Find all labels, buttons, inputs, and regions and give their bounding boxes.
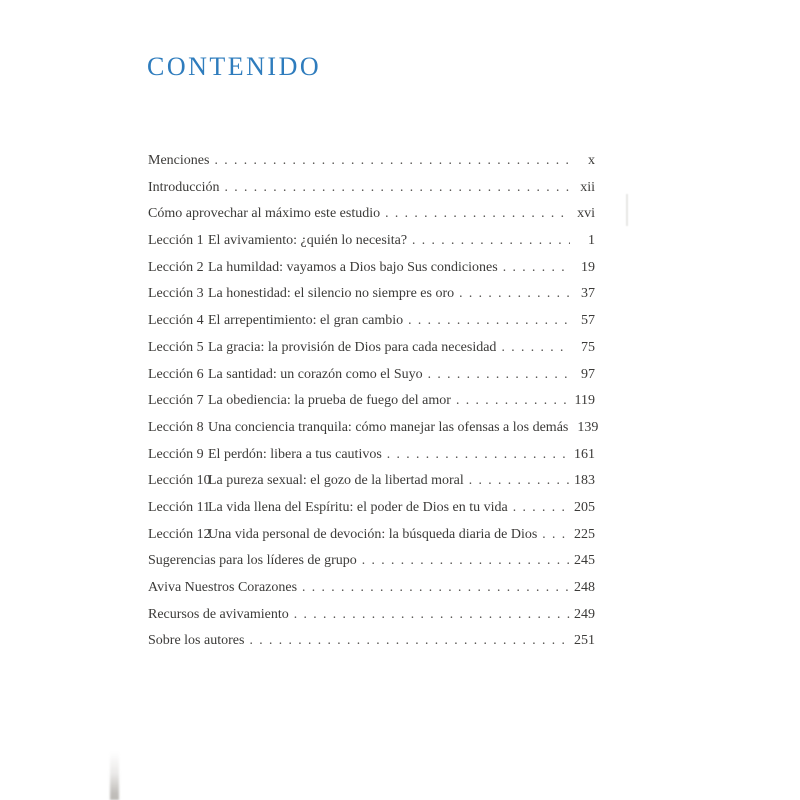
entry-page-number: 251: [574, 633, 595, 649]
toc-entry-lesson: [148, 526, 595, 543]
lesson-number: Lección 12: [148, 526, 211, 542]
toc-entry: [148, 179, 595, 196]
page-title: CONTENIDO: [147, 52, 322, 81]
toc-entry-lesson: [148, 312, 595, 329]
entry-label: La santidad: un corazón como el Suyo: [208, 366, 423, 382]
toc-entry-lesson: [148, 366, 595, 383]
dot-leader: [428, 366, 570, 383]
dot-leader: [225, 179, 570, 196]
lesson-number: Lección 5: [148, 339, 204, 355]
entry-page-number: 161: [574, 446, 595, 462]
entry-label: Menciones: [148, 153, 210, 168]
lesson-number: Lección 1: [148, 233, 204, 249]
entry-label: La vida llena del Espíritu: el poder de Dios en tu vida: [208, 499, 508, 515]
toc-entry-lesson: [148, 419, 599, 436]
toc-entry: [148, 606, 595, 623]
entry-label: Aviva Nuestros Corazones: [148, 580, 298, 595]
dot-leader: [456, 392, 570, 409]
entry-page-number: 1: [588, 233, 595, 249]
entry-page-number: x: [588, 153, 595, 168]
toc-entry-lesson: [148, 472, 595, 489]
entry-label: La pureza sexual: el gozo de la libertad moral: [208, 473, 464, 489]
toc-entry: [148, 205, 595, 222]
toc-entry-lesson: [148, 232, 595, 249]
toc-entry-lesson: [148, 499, 595, 516]
lesson-number: Lección 7: [148, 393, 204, 409]
entry-label: La honestidad: el silencio no siempre es oro: [208, 286, 455, 302]
entry-page-number: 183: [574, 473, 595, 489]
entry-page-number: 139: [577, 419, 599, 435]
entry-page-number: 225: [574, 526, 595, 542]
entry-label: Introducción: [148, 179, 220, 195]
scan-crease-artifact: [110, 752, 119, 800]
entry-label: Una conciencia tranquila: cómo manejar las ofensas a los demás: [208, 419, 569, 435]
entry-label: Sugerencias para los líderes de grupo: [148, 553, 357, 569]
entry-label: Cómo aprovechar al máximo este estudio: [148, 206, 381, 222]
lesson-number: Lección 3: [148, 286, 204, 302]
entry-page-number: xii: [580, 179, 595, 195]
entry-label: Sobre los autores: [148, 633, 245, 649]
toc-entry: [148, 579, 595, 596]
lesson-number: Lección 6: [148, 366, 204, 382]
entry-page-number: xvi: [577, 206, 595, 222]
lesson-number: Lección 9: [148, 446, 204, 462]
entry-page-number: 19: [581, 259, 595, 275]
toc-entry: [148, 632, 595, 649]
entry-label: El perdón: libera a tus cautivos: [208, 446, 382, 462]
dot-leader: [249, 632, 570, 649]
dot-leader: [503, 259, 570, 276]
dot-leader: [412, 232, 570, 249]
lesson-number: Lección 2: [148, 259, 204, 275]
dot-leader: [294, 606, 570, 623]
toc-entry-lesson: [148, 339, 595, 356]
dot-leader: [542, 526, 570, 543]
dot-leader: [214, 152, 570, 169]
dot-leader: [302, 579, 570, 596]
entry-page-number: 205: [574, 499, 595, 515]
entry-label: La obediencia: la prueba de fuego del amor: [208, 393, 451, 409]
entry-page-number: 57: [581, 313, 595, 329]
lesson-number: Lección 10: [148, 473, 211, 489]
entry-page-number: 37: [581, 286, 595, 302]
entry-label: Recursos de avivamiento: [148, 606, 289, 622]
entry-page-number: 249: [574, 606, 595, 622]
dot-leader: [385, 205, 570, 222]
entry-label: El avivamiento: ¿quién lo necesita?: [208, 233, 408, 249]
dot-leader: [362, 552, 570, 569]
lesson-number: Lección 4: [148, 313, 204, 329]
entry-page-number: 245: [574, 553, 595, 569]
dot-leader: [513, 499, 570, 516]
entry-page-number: 119: [574, 393, 595, 409]
lesson-number: Lección 8: [148, 419, 204, 435]
dot-leader: [387, 446, 570, 463]
entry-label: La humildad: vayamos a Dios bajo Sus condiciones: [208, 259, 498, 275]
toc-entry-lesson: [148, 285, 595, 302]
entry-label: La gracia: la provisión de Dios para cada necesidad: [208, 339, 497, 355]
entry-label: El arrepentimiento: el gran cambio: [208, 313, 404, 329]
entry-page-number: 97: [581, 366, 595, 382]
dot-leader: [469, 472, 570, 489]
entry-page-number: 248: [574, 580, 595, 595]
toc-entry: [148, 552, 595, 569]
table-of-contents: [148, 152, 599, 659]
entry-label: Una vida personal de devoción: la búsqueda diaria de Dios: [208, 526, 538, 542]
lesson-number: Lección 11: [148, 499, 211, 515]
toc-entry-lesson: [148, 446, 595, 463]
dot-leader: [459, 285, 570, 302]
toc-entry-lesson: [148, 259, 595, 276]
toc-entry-lesson: [148, 392, 595, 409]
toc-entry: [148, 152, 595, 169]
dot-leader: [408, 312, 570, 329]
dot-leader: [501, 339, 570, 356]
scan-mark-artifact: [626, 194, 628, 226]
entry-page-number: 75: [581, 339, 595, 355]
